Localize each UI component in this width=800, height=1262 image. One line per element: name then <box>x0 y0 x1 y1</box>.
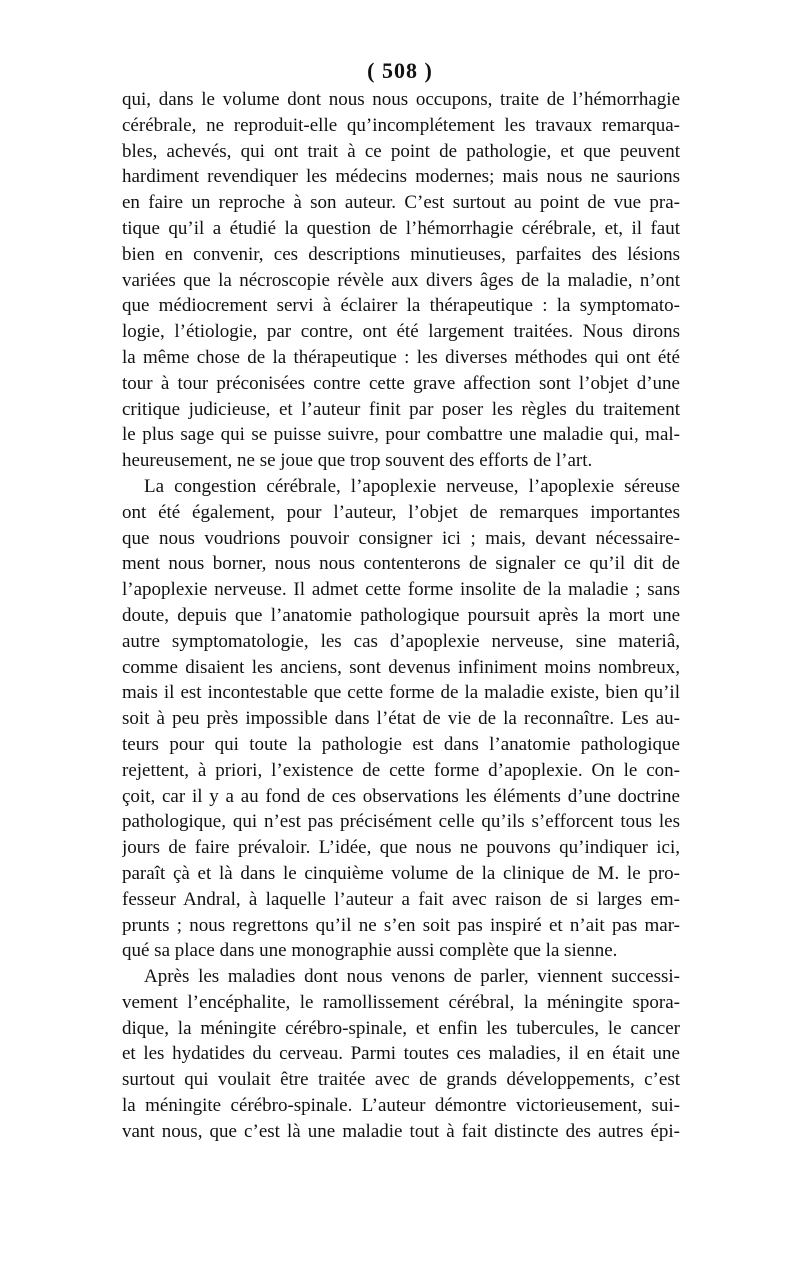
text-line: hardiment revendiquer les médecins modernes; mais nous ne saurions <box>122 166 680 188</box>
text-line: ont été également, pour l’auteur, l’objet de remarques importantes <box>122 501 680 523</box>
text-line: et les hydatides du cerveau. Parmi toutes ces maladies, il en était une <box>122 1043 680 1065</box>
text-line: variées que la nécroscopie révèle aux divers âges de la maladie, n’ont <box>122 269 680 291</box>
text-line: fesseur Andral, à laquelle l’auteur a fait avec raison de si larges em- <box>122 888 680 910</box>
text-line: ment nous borner, nous nous contenterons de signaler ce qu’il dit de <box>122 553 680 575</box>
text-line: vant nous, que c’est là une maladie tout à fait distincte des autres épi- <box>122 1120 680 1142</box>
text-line: la méningite cérébro-spinale. L’auteur démontre victorieusement, sui- <box>122 1095 680 1117</box>
text-line: qué sa place dans une monographie aussi complète que la sienne. <box>122 940 618 962</box>
text-line: qui, dans le volume dont nous nous occupons, traite de l’hémorrhagie <box>122 89 680 110</box>
text-line: que nous voudrions pouvoir consigner ici ; mais, devant nécessaire- <box>122 527 680 549</box>
text-line: comme disaient les anciens, sont devenus infiniment moins nombreux, <box>122 656 680 678</box>
text-line: prunts ; nous regrettons qu’il ne s’en soit pas inspiré et n’ait pas mar- <box>122 914 680 936</box>
paragraph <box>122 87 680 474</box>
text-line: que médiocrement servi à éclairer la thérapeutique : la symptomato- <box>122 295 680 317</box>
text-line: la même chose de la thérapeutique : les diverses méthodes qui ont été <box>122 346 680 368</box>
text-line: soit à peu près impossible dans l’état de vie de la reconnaître. Les au- <box>122 708 680 730</box>
text-line: en faire un reproche à son auteur. C’est surtout au point de vue pra- <box>122 192 680 214</box>
text-line: çoit, car il y a au fond de ces observations les éléments d’une doctrine <box>122 785 680 807</box>
text-line: La congestion cérébrale, l’apoplexie nerveuse, l’apoplexie séreuse <box>144 475 680 497</box>
text-line: le plus sage qui se puisse suivre, pour combattre une maladie qui, mal- <box>122 424 680 446</box>
text-line: paraît çà et là dans le cinquième volume de la clinique de M. le pro- <box>122 862 680 884</box>
page-number: ( 508 ) <box>367 58 433 83</box>
text-line: vement l’encéphalite, le ramollissement cérébral, la méningite spora- <box>122 991 680 1013</box>
body-text <box>122 87 680 1145</box>
text-line: tique qu’il a étudié la question de l’hémorrhagie cérébrale, et, il faut <box>122 217 680 239</box>
text-line: pathologique, qui n’est pas précisément celle qu’ils s’efforcent tous les <box>122 811 680 833</box>
text-line: bles, achevés, qui ont trait à ce point de pathologie, et que peuvent <box>122 140 680 162</box>
text-line: tour à tour préconisées contre cette grave affection sont l’objet d’une <box>122 372 680 394</box>
text-line: heureusement, ne se joue que trop souvent des efforts de l’art. <box>122 450 593 472</box>
text-line: bien en convenir, ces descriptions minutieuses, parfaites des lésions <box>122 243 680 265</box>
text-line: cérébrale, ne reproduit-elle qu’incomplétement les travaux remarqua- <box>122 114 680 136</box>
text-line: Après les maladies dont nous venons de parler, viennent successi- <box>144 966 680 988</box>
text-line: mais il est incontestable que cette forme de la maladie existe, bien qu’il <box>122 682 680 704</box>
text-line: critique judicieuse, et l’auteur finit par poser les règles du traitement <box>122 398 680 420</box>
text-line: autre symptomatologie, les cas d’apoplexie nerveuse, sine materiâ, <box>122 630 680 652</box>
paragraph <box>122 964 680 1145</box>
text-line: jours de faire prévaloir. L’idée, que nous ne pouvons qu’indiquer ici, <box>122 837 680 859</box>
text-line: rejettent, à priori, l’existence de cette forme d’apoplexie. On le con- <box>122 759 680 781</box>
text-line: logie, l’étiologie, par contre, ont été largement traitées. Nous dirons <box>122 321 680 343</box>
text-line: dique, la méningite cérébro-spinale, et enfin les tubercules, le cancer <box>122 1017 680 1039</box>
text-line: teurs pour qui toute la pathologie est dans l’anatomie pathologique <box>122 733 680 755</box>
text-line: l’apoplexie nerveuse. Il admet cette forme insolite de la maladie ; sans <box>122 579 680 601</box>
text-line: doute, depuis que l’anatomie pathologique poursuit après la mort une <box>122 604 680 626</box>
text-line: surtout qui voulait être traitée avec de grands développements, c’est <box>122 1069 680 1091</box>
paragraph <box>122 474 680 964</box>
